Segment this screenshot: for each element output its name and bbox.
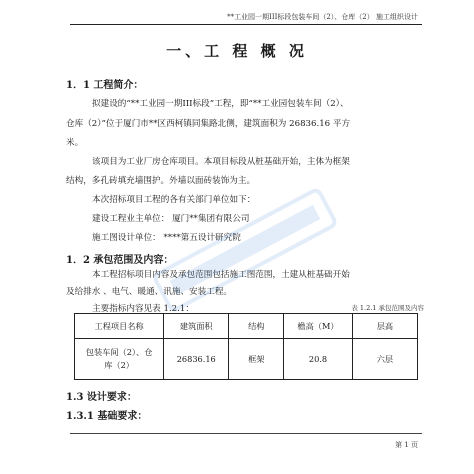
para-3: 本次招标项目工程的各有关部门单位如下： [92,195,256,205]
table-cell-height: 20.8 [284,339,353,380]
para-1-2-line1: 本工程招标项目内容及承包范围包括施工图范围，土建从桩基础开始 [92,270,350,280]
heading-1-2: 1．2 承包范围及内容： [66,255,174,266]
table-row [75,339,418,380]
table-header-cell: 檐高（M） [284,314,353,339]
table-header-cell: 工程项目名称 [75,314,164,339]
table-caption: 表 1.2.1 承包范围及内容 [351,304,424,312]
page-number: 第 1 页 [395,441,418,449]
para-1-2-line3: 主要指标内容见表 1.2.1： [92,304,194,314]
footer-rule [70,433,422,434]
para-1-2-line2: 及给排水 、电气、暖通、讯施、安装工程。 [66,287,233,297]
para-1-1-line2: 仓库（2）”位于厦门市**区西柯镇同集路北侧，建筑面积为 26836.16 平方 [66,119,351,129]
table-header-cell: 建筑面积 [164,314,229,339]
table-cell-floors: 六层 [352,339,417,380]
table-cell-name [75,339,164,380]
heading-1-3: 1.3 设计要求： [66,392,137,403]
scope-table [74,313,418,380]
running-header: **工业园一期III标段包装车间（2）、仓库（2） 施工组织设计 [227,13,418,21]
para-designer: 施工图设计单位： ****第五设计研究院 [92,233,241,243]
header-rule [70,24,422,25]
para-2-line2: 结构，多孔砖填充墙围护。外墙以面砖装饰为主。 [66,176,256,186]
table-header-row [75,314,418,339]
name-line-2: 库（2） [104,360,134,370]
para-owner: 建设工程业主单位： 厦门**集团有限公司 [92,214,250,224]
table-cell-area: 26836.16 [164,339,229,380]
heading-1-1: 1．1 工程简介： [66,80,144,91]
heading-1-3-1: 1.3.1 基础要求： [66,411,148,422]
table-header-cell: 层高 [352,314,417,339]
para-1-1-line1: 拟建设的“**工业园一期III标段”工程，即“**工业园包装车间（2）、 [92,99,349,109]
table-header-cell: 结构 [229,314,284,339]
para-1-1-line3: 米。 [66,138,84,148]
page-title: 一、工 程 概 况 [166,42,308,60]
table-cell-structure: 框架 [229,339,284,380]
name-line-1: 包装车间（2）、仓 [85,347,153,357]
para-2-line1: 该项目为工业厂房仓库项目。本项目标段从桩基础开始，主体为框架 [92,157,350,167]
